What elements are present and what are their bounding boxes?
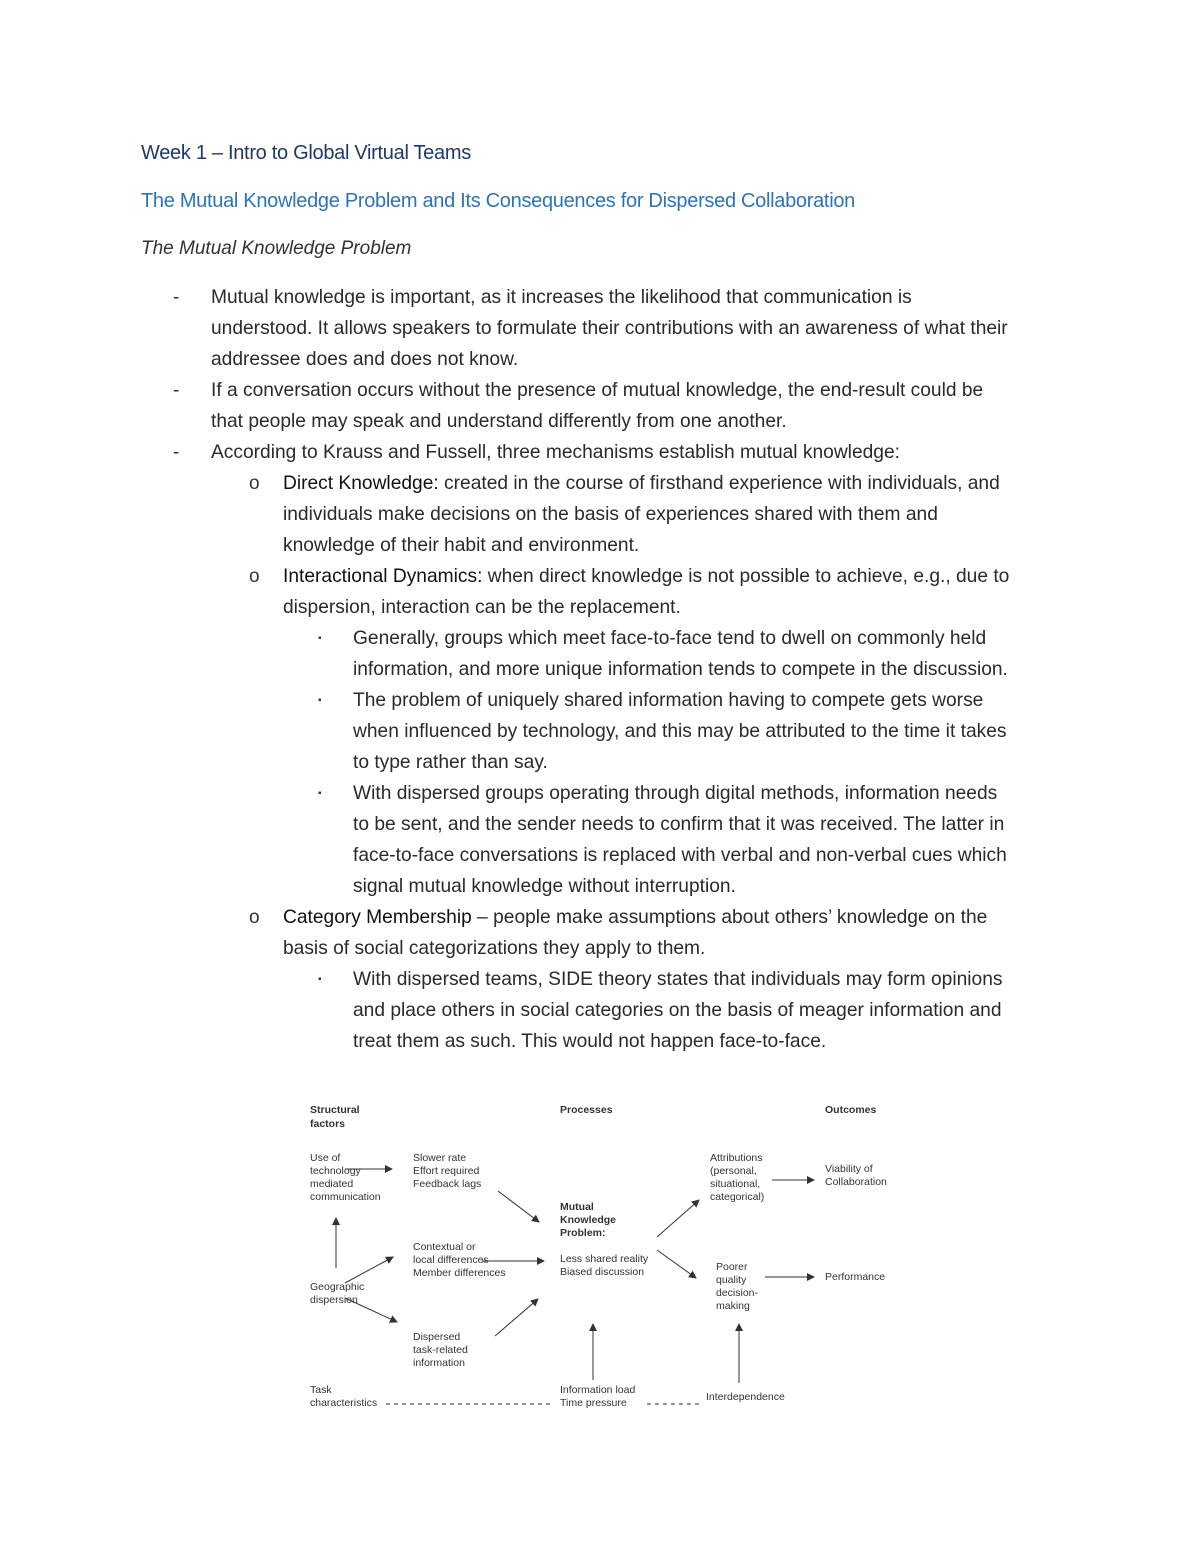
arrow-geo-to-context: [345, 1257, 393, 1283]
dash-bullet: -: [173, 442, 180, 463]
square-bullet: ▪: [318, 788, 322, 799]
term-category-membership: Category Membership: [283, 907, 472, 928]
node-mkp-effects: Less shared reality Biased discussion: [560, 1253, 649, 1278]
sub-1-line-1: Generally, groups which meet face-to-face tend to dwell on commonly held: [353, 628, 987, 649]
mechanism-3-line-1: Category Membership – people make assumptions about others’ knowledge on the: [283, 907, 988, 928]
sub-2-line-1: The problem of uniquely shared information having to compete gets worse: [353, 690, 984, 711]
sub-3-line-2: to be sent, and the sender needs to confirm that it was received. The latter in: [353, 814, 1005, 835]
bullet-2-line-2: that people may speak and understand differently from one another.: [211, 411, 787, 432]
sub-3-line-4: signal mutual knowledge without interruption.: [353, 876, 736, 897]
arrow-mkp-to-poorer: [657, 1250, 696, 1278]
square-bullet: ▪: [318, 633, 322, 644]
square-bullet: ▪: [318, 974, 322, 985]
arrow-geo-to-dispersed: [345, 1298, 397, 1322]
node-viability: Viability of Collaboration: [825, 1163, 887, 1188]
node-interdependence: Interdependence: [706, 1391, 785, 1403]
circle-bullet: o: [249, 907, 260, 928]
node-attributions: Attributions (personal, situational, categorical): [710, 1152, 765, 1203]
bullet-1-line-2: understood. It allows speakers to formulate their contributions with an awareness of what their: [211, 318, 1008, 339]
article-heading: The Mutual Knowledge Problem and Its Consequences for Dispersed Collaboration: [141, 190, 855, 212]
node-slower-rate: Slower rate Effort required Feedback lags: [413, 1152, 482, 1190]
col-structural-header: Structural factors: [310, 1104, 360, 1130]
arrow-mkp-to-attributions: [657, 1200, 699, 1237]
term-direct-knowledge: Direct Knowledge:: [283, 473, 439, 494]
mechanism-2-line-1: Interactional Dynamics: when direct knowledge is not possible to achieve, e.g., due to: [283, 566, 1010, 587]
sub-2-line-3: to type rather than say.: [353, 752, 548, 773]
circle-bullet: o: [249, 566, 260, 587]
col-processes-header: Processes: [560, 1104, 613, 1116]
sub-4-line-2: and place others in social categories on the basis of meager information and: [353, 1000, 1002, 1021]
bullet-3-line-1: According to Krauss and Fussell, three mechanisms establish mutual knowledge:: [211, 442, 900, 463]
arrow-dispersed-to-mkp: [495, 1299, 538, 1336]
sub-1-line-2: information, and more unique information tends to compete in the discussion.: [353, 659, 1008, 680]
bullet-2-line-1: If a conversation occurs without the presence of mutual knowledge, the end-result could be: [211, 380, 984, 401]
page-title: Week 1 – Intro to Global Virtual Teams: [141, 142, 471, 164]
bullet-1-line-3: addressee does and does not know.: [211, 349, 519, 370]
node-contextual-differences: Contextual or local differences Member differences: [413, 1241, 506, 1279]
circle-bullet: o: [249, 473, 260, 494]
dash-bullet: -: [173, 287, 180, 308]
square-bullet: ▪: [318, 695, 322, 706]
sub-4-line-1: With dispersed teams, SIDE theory states that individuals may form opinions: [353, 969, 1003, 990]
node-technology: Use of technology mediated communication: [310, 1152, 381, 1203]
arrow-slower-to-mkp: [498, 1191, 539, 1222]
node-performance: Performance: [825, 1271, 886, 1283]
mechanism-1-line-3: knowledge of their habit and environment.: [283, 535, 640, 556]
node-mutual-knowledge-problem: Mutual Knowledge Problem:: [560, 1201, 617, 1239]
mechanism-3-line-2: basis of social categorizations they apply to them.: [283, 938, 706, 959]
mechanism-1-line-2: individuals make decisions on the basis of experiences shared with them and: [283, 504, 938, 525]
term-interactional-dynamics: Interactional Dynamics:: [283, 566, 483, 587]
node-information-load: Information load Time pressure: [560, 1384, 636, 1409]
sub-2-line-2: when influenced by technology, and this may be attributed to the time it takes: [353, 721, 1007, 742]
section-heading: The Mutual Knowledge Problem: [141, 238, 412, 259]
node-geographic-dispersion: Geographic dispersion: [310, 1281, 365, 1306]
mechanism-1-line-1: Direct Knowledge: created in the course of firsthand experience with individuals, and: [283, 473, 1000, 494]
bullet-1-line-1: Mutual knowledge is important, as it increases the likelihood that communication is: [211, 287, 912, 308]
sub-4-line-3: treat them as such. This would not happen face-to-face.: [353, 1031, 827, 1052]
node-dispersed-information: Dispersed task-related information: [413, 1331, 468, 1369]
col-outcomes-header: Outcomes: [825, 1104, 877, 1116]
sub-3-line-1: With dispersed groups operating through digital methods, information needs: [353, 783, 998, 804]
node-poorer-decision-making: Poorer quality decision- making: [716, 1261, 759, 1312]
node-task-characteristics: Task characteristics: [310, 1384, 378, 1409]
sub-3-line-3: face-to-face conversations is replaced with verbal and non-verbal cues which: [353, 845, 1007, 866]
dash-bullet: -: [173, 380, 180, 401]
mechanism-2-line-2: dispersion, interaction can be the replacement.: [283, 597, 681, 618]
